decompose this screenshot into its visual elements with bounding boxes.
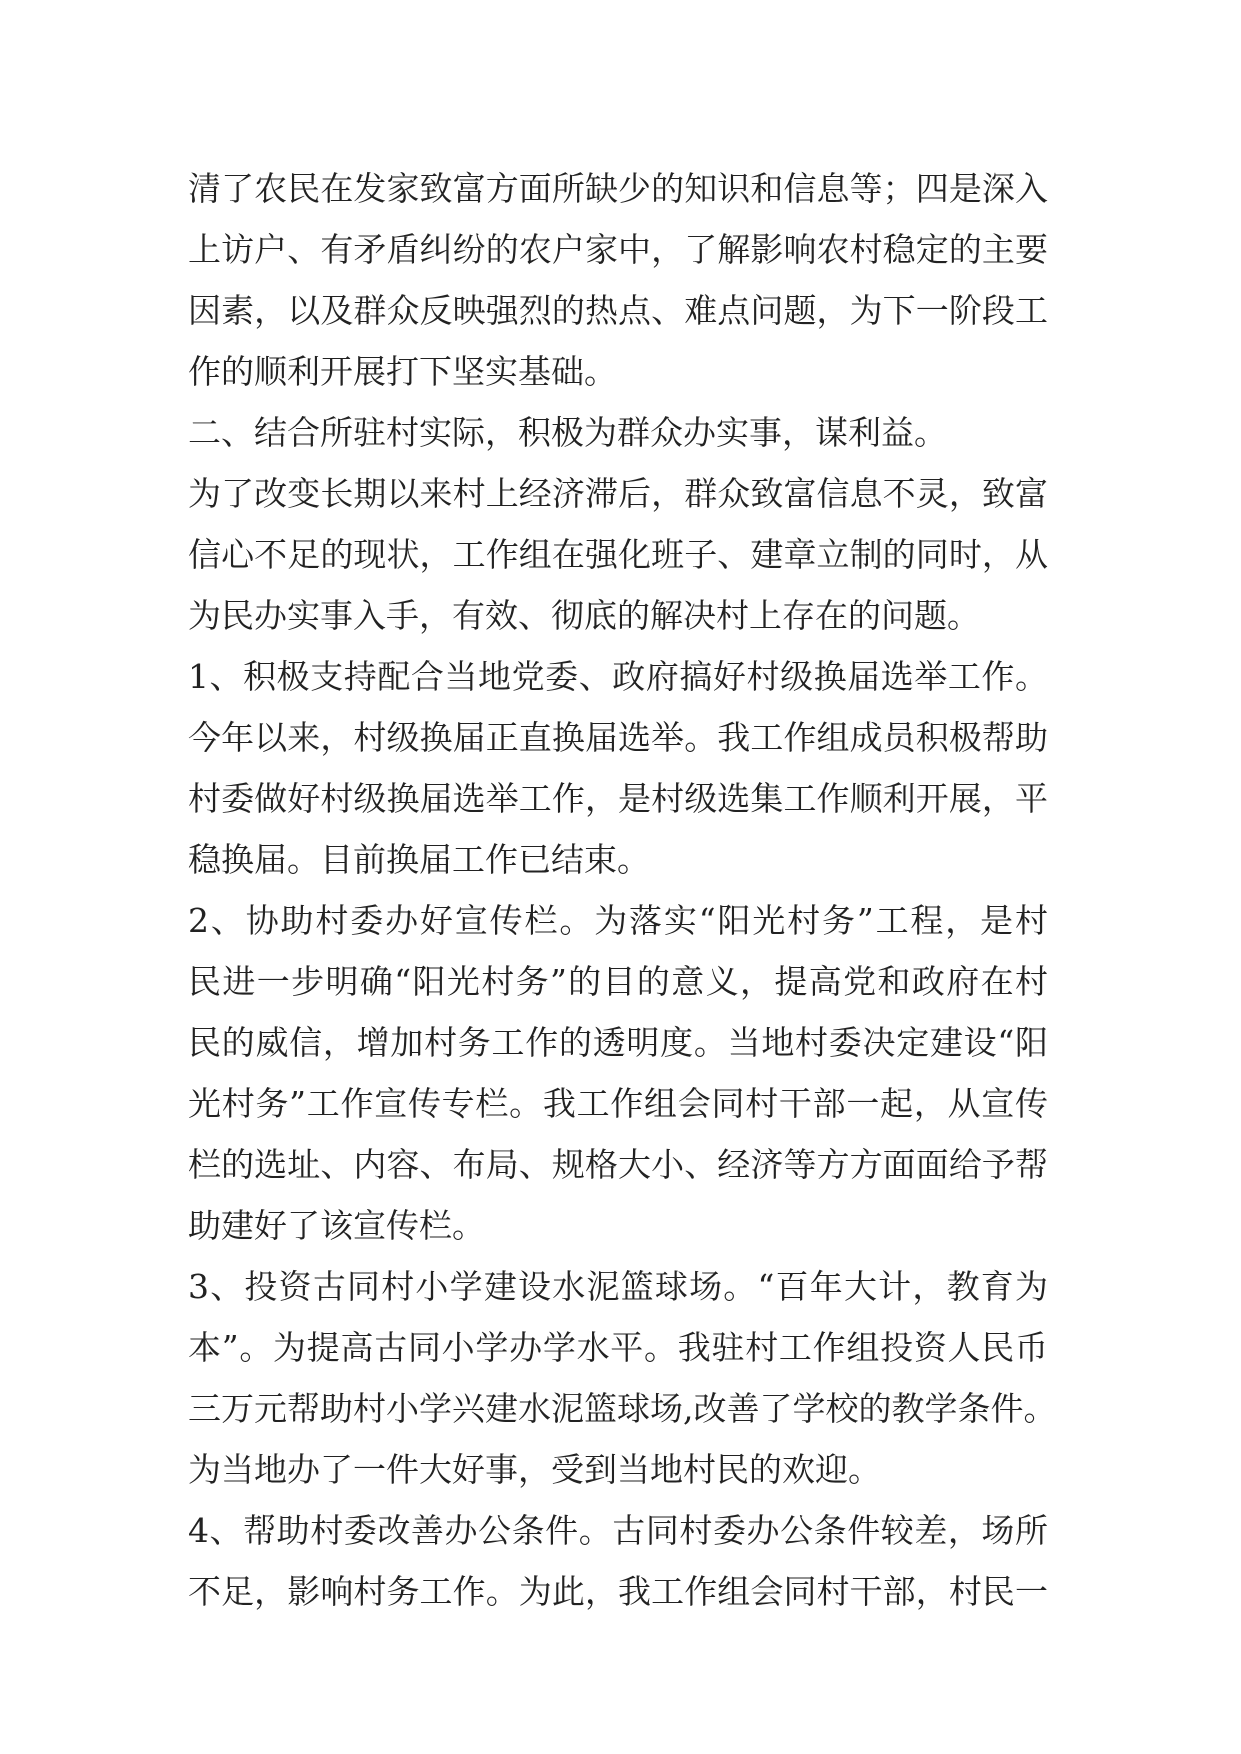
text-line: 栏的选址、内容、布局、规格大小、经济等方方面面给予帮: [188, 1145, 1048, 1184]
text-line: 上访户、有矛盾纠纷的农户家中，了解影响农村稳定的主要: [188, 230, 1048, 269]
list-item-heading: 2、协助村委办好宣传栏。为落实“阳光村务”工程，是村: [188, 901, 1048, 940]
text-line: 为当地办了一件大好事，受到当地村民的欢迎。: [188, 1450, 881, 1489]
section-heading: 二、结合所驻村实际，积极为群众办实事，谋利益。: [188, 413, 947, 452]
list-item-heading: 1、积极支持配合当地党委、政府搞好村级换届选举工作。: [188, 657, 1048, 696]
text-line: 因素，以及群众反映强烈的热点、难点问题，为下一阶段工: [188, 291, 1048, 330]
text-line: 作的顺利开展打下坚实基础。: [188, 352, 617, 391]
text-line: 信心不足的现状，工作组在强化班子、建章立制的同时，从: [188, 535, 1048, 574]
text-line: 民进一步明确“阳光村务”的目的意义，提高党和政府在村: [188, 962, 1048, 1001]
list-item-heading: 3、投资古同村小学建设水泥篮球场。“百年大计，教育为: [188, 1267, 1048, 1306]
list-item-heading: 4、帮助村委改善办公条件。古同村委办公条件较差，场所: [188, 1511, 1048, 1550]
document-body: [188, 158, 1057, 1622]
text-line: 三万元帮助村小学兴建水泥篮球场,改善了学校的教学条件。: [188, 1389, 1057, 1428]
text-line: 光村务”工作宣传专栏。我工作组会同村干部一起，从宣传: [188, 1084, 1048, 1123]
text-line: 稳换届。目前换届工作已结束。: [188, 840, 650, 879]
text-line: 为民办实事入手，有效、彻底的解决村上存在的问题。: [188, 596, 980, 635]
text-line: 清了农民在发家致富方面所缺少的知识和信息等；四是深入: [188, 169, 1048, 208]
text-line: 助建好了该宣传栏。: [188, 1206, 485, 1245]
text-line: 今年以来，村级换届正直换届选举。我工作组成员积极帮助: [188, 718, 1048, 757]
text-line: 民的威信，增加村务工作的透明度。当地村委决定建设“阳: [188, 1023, 1048, 1062]
text-line: 为了改变长期以来村上经济滞后，群众致富信息不灵，致富: [188, 474, 1048, 513]
text-line: 本”。为提高古同小学办学水平。我驻村工作组投资人民币: [188, 1328, 1048, 1367]
text-line: 不足，影响村务工作。为此，我工作组会同村干部，村民一: [188, 1572, 1048, 1611]
text-line: 村委做好村级换届选举工作，是村级选集工作顺利开展，平: [188, 779, 1048, 818]
